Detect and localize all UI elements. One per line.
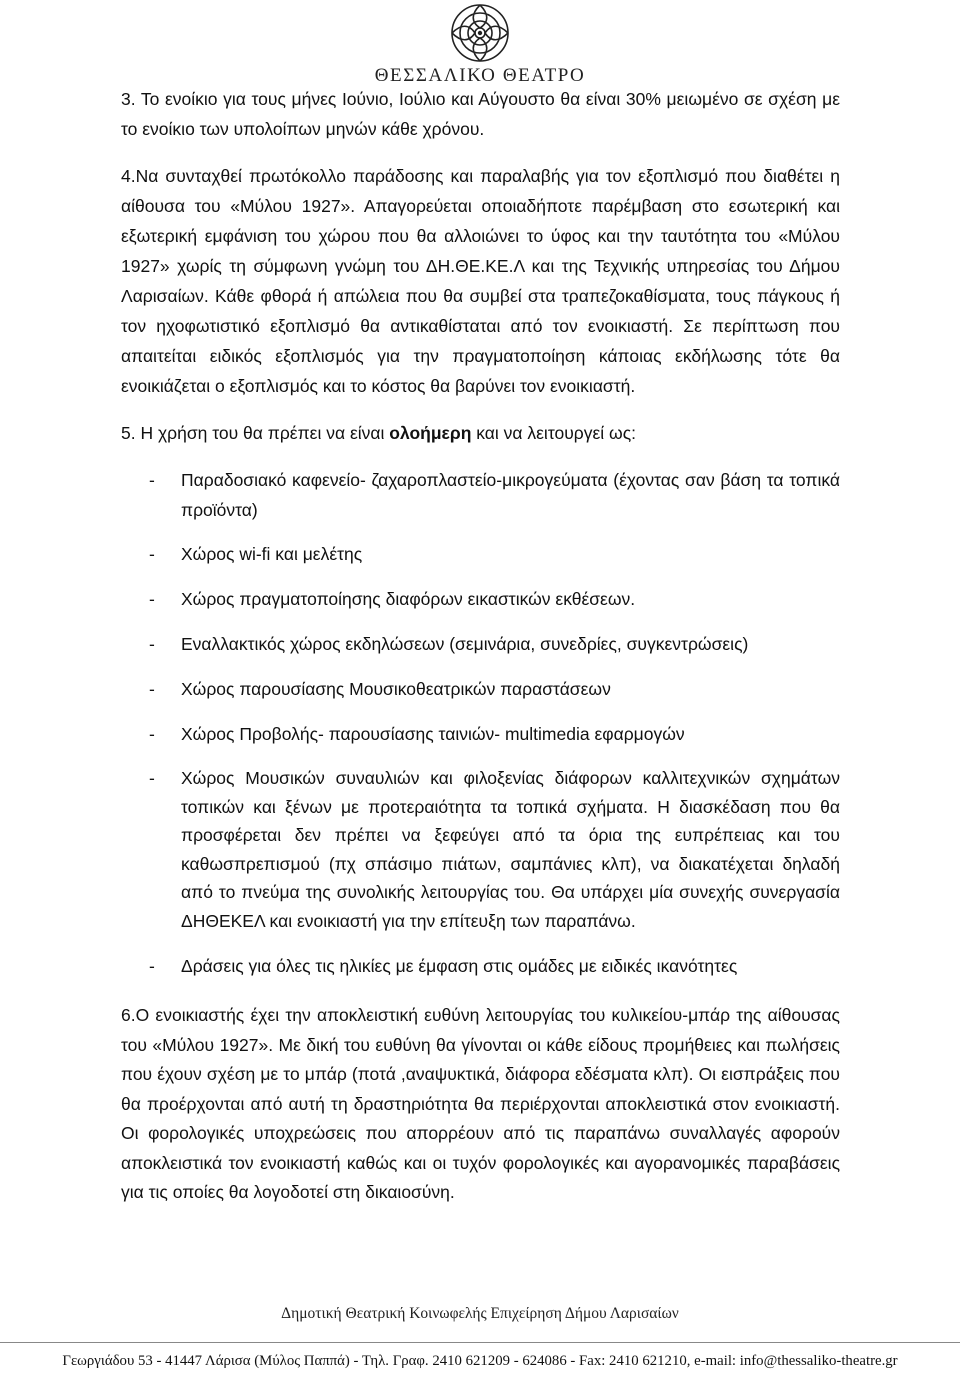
list-dash: - xyxy=(149,470,155,490)
logo-text: ΘΕΣΣΑΛΙΚΟ ΘΕΑΤΡΟ xyxy=(374,65,586,86)
list-item xyxy=(121,465,840,525)
letterhead-logo xyxy=(368,0,592,90)
list-item xyxy=(121,539,840,569)
theatre-emblem-icon xyxy=(449,2,511,64)
list-item-text: Χώρος wi-fi και μελέτης xyxy=(181,544,363,564)
list-item-text: Χώρος Μουσικών συναυλιών και φιλοξενίας διάφορων καλλιτεχνικών σχημάτων τοπικών και ξένων με προτεραιότητα τα τοπικά σχήματα. Η διασκέδαση που θα προσφέρεται δεν πρέπει να ξεφεύγει από τα όρια της ευπρέπειας και του καθωσπρεπισμού (πχ σπάσιμο πιάτων, σαμπάνιες κλπ), να διακατέχεται δηλαδή από το πνεύμα της συνολικής λειτουργίας του. Θα υπάρχει μία συνεχής συνεργασία ΔΗΘΕΚΕΛ και ενοικιαστή για την επίτευξη των παραπάνω. xyxy=(181,768,840,931)
item-5-heading xyxy=(121,418,840,448)
list-item xyxy=(121,764,840,935)
item-6-paragraph: 6.Ο ενοικιαστής έχει την αποκλειστική ευθύνη λειτουργίας του κυλικείου-μπάρ της αίθουσας του «Μύλου 1927». Με δική του ευθύνη θα γίνονται οι κάθε είδους προμήθειες και πωλήσεις που έχουν σχέση με το μπάρ (ποτά ,αναψυκτικά, διάφορα εδέσματα κλπ). Οι εισπράξεις που θα προέρχονται από αυτή τη δραστηριότητα θα περιέρχονται αποκλειστικά στον ενοικιαστή. Οι φορολογικές υποχρεώσεις που απορρέουν από τις παραπάνω συναλλαγές αφορούν αποκλειστικά τον ενοικιαστή καθώς και οι τυχόν φορολογικές και αγορανομικές παραβάσεις για τις οποίες θα λογοδοτεί στη δικαιοσύνη. xyxy=(121,1005,840,1202)
list-dash: - xyxy=(149,768,155,788)
list-dash: - xyxy=(149,634,155,654)
list-dash: - xyxy=(149,544,155,564)
list-item xyxy=(121,584,840,614)
item-5-text-end: και να λειτουργεί ως: xyxy=(471,423,637,443)
list-item-text: Χώρος πραγματοποίησης διαφόρων εικαστικών εκθέσεων. xyxy=(181,589,636,609)
document-body xyxy=(121,84,840,1208)
list-item-text: Εναλλακτικός χώρος εκδηλώσεων (σεμινάρια, συνεδρίες, συγκεντρώσεις) xyxy=(181,634,749,654)
list-item-text: Δράσεις για όλες τις ηλικίες με έμφαση στις ομάδες με ειδικές ικανότητες xyxy=(181,956,738,976)
list-item xyxy=(121,719,840,749)
list-item-text: Παραδοσιακό καφενείο- ζαχαροπλαστείο-μικρογεύματα (έχοντας σαν βάση τα τοπικά προϊόντα) xyxy=(181,470,840,520)
list-dash: - xyxy=(149,956,155,976)
item-4-paragraph: 4.Να συνταχθεί πρωτόκολλο παράδοσης και παραλαβής για τον εξοπλισμό που διαθέτει η αίθουσα του «Μύλου 1927». Απαγορεύεται οποιαδήποτε παρέμβαση στο εσωτερική και εξωτερική εμφάνιση του χώρου που θα αλλοιώνει το ύφος και την ταυτότητα του «Μύλου 1927» χωρίς τη σύμφωνη γνώμη του ΔΗ.ΘΕ.ΚΕ.Λ και της Τεχνικής υπηρεσίας του Δήμου Λαρισαίων. Κάθε φθορά ή απώλεια που θα συμβεί στα τραπεζοκαθίσματα, τους πάγκους ή τον ηχοφωτιστικό εξοπλισμό θα αντικαθίσταται από τον ενοικιαστή. Σε περίπτωση που απαιτείται ειδικός εξοπλισμός για την πραγματοποίηση κάποιας εκδήλωσης τότε θα ενοικιάζεται ο εξοπλισμός και το κόστος θα βαρύνει τον ενοικιαστή. xyxy=(121,166,840,396)
item-3-paragraph: 3. Το ενοίκιο για τους μήνες Ιούνιο, Ιούλιο και Αύγουστο θα είναι 30% μειωμένο σε σχέση με το ενοίκιο των υπολοίπων μηνών κάθε χρόνου. xyxy=(121,89,840,139)
footer-divider xyxy=(0,1342,960,1343)
list-item-text: Χώρος παρουσίασης Μουσικοθεατρικών παραστάσεων xyxy=(181,679,611,699)
list-item xyxy=(121,674,840,704)
footer-organization: Δημοτική Θεατρική Κοινωφελής Επιχείρηση Δήμου Λαρισαίων xyxy=(281,1305,679,1322)
list-item xyxy=(121,951,840,981)
list-dash: - xyxy=(149,724,155,744)
footer-address: Γεωργιάδου 53 - 41447 Λάρισα (Μύλος Παππά) - Τηλ. Γραφ. 2410 621209 - 624086 - Fax: 2410 621210, e-mail: info@thessaliko-theatre.gr xyxy=(62,1353,898,1369)
item-5-emphasis: ολοήμερη xyxy=(389,423,472,443)
list-item-text: Χώρος Προβολής- παρουσίασης ταινιών- multimedia εφαρμογών xyxy=(181,724,685,744)
list-dash: - xyxy=(149,679,155,699)
list-item xyxy=(121,629,840,659)
item-5-text: 5. Η χρήση του θα πρέπει να είναι xyxy=(121,423,390,443)
list-dash: - xyxy=(149,589,155,609)
